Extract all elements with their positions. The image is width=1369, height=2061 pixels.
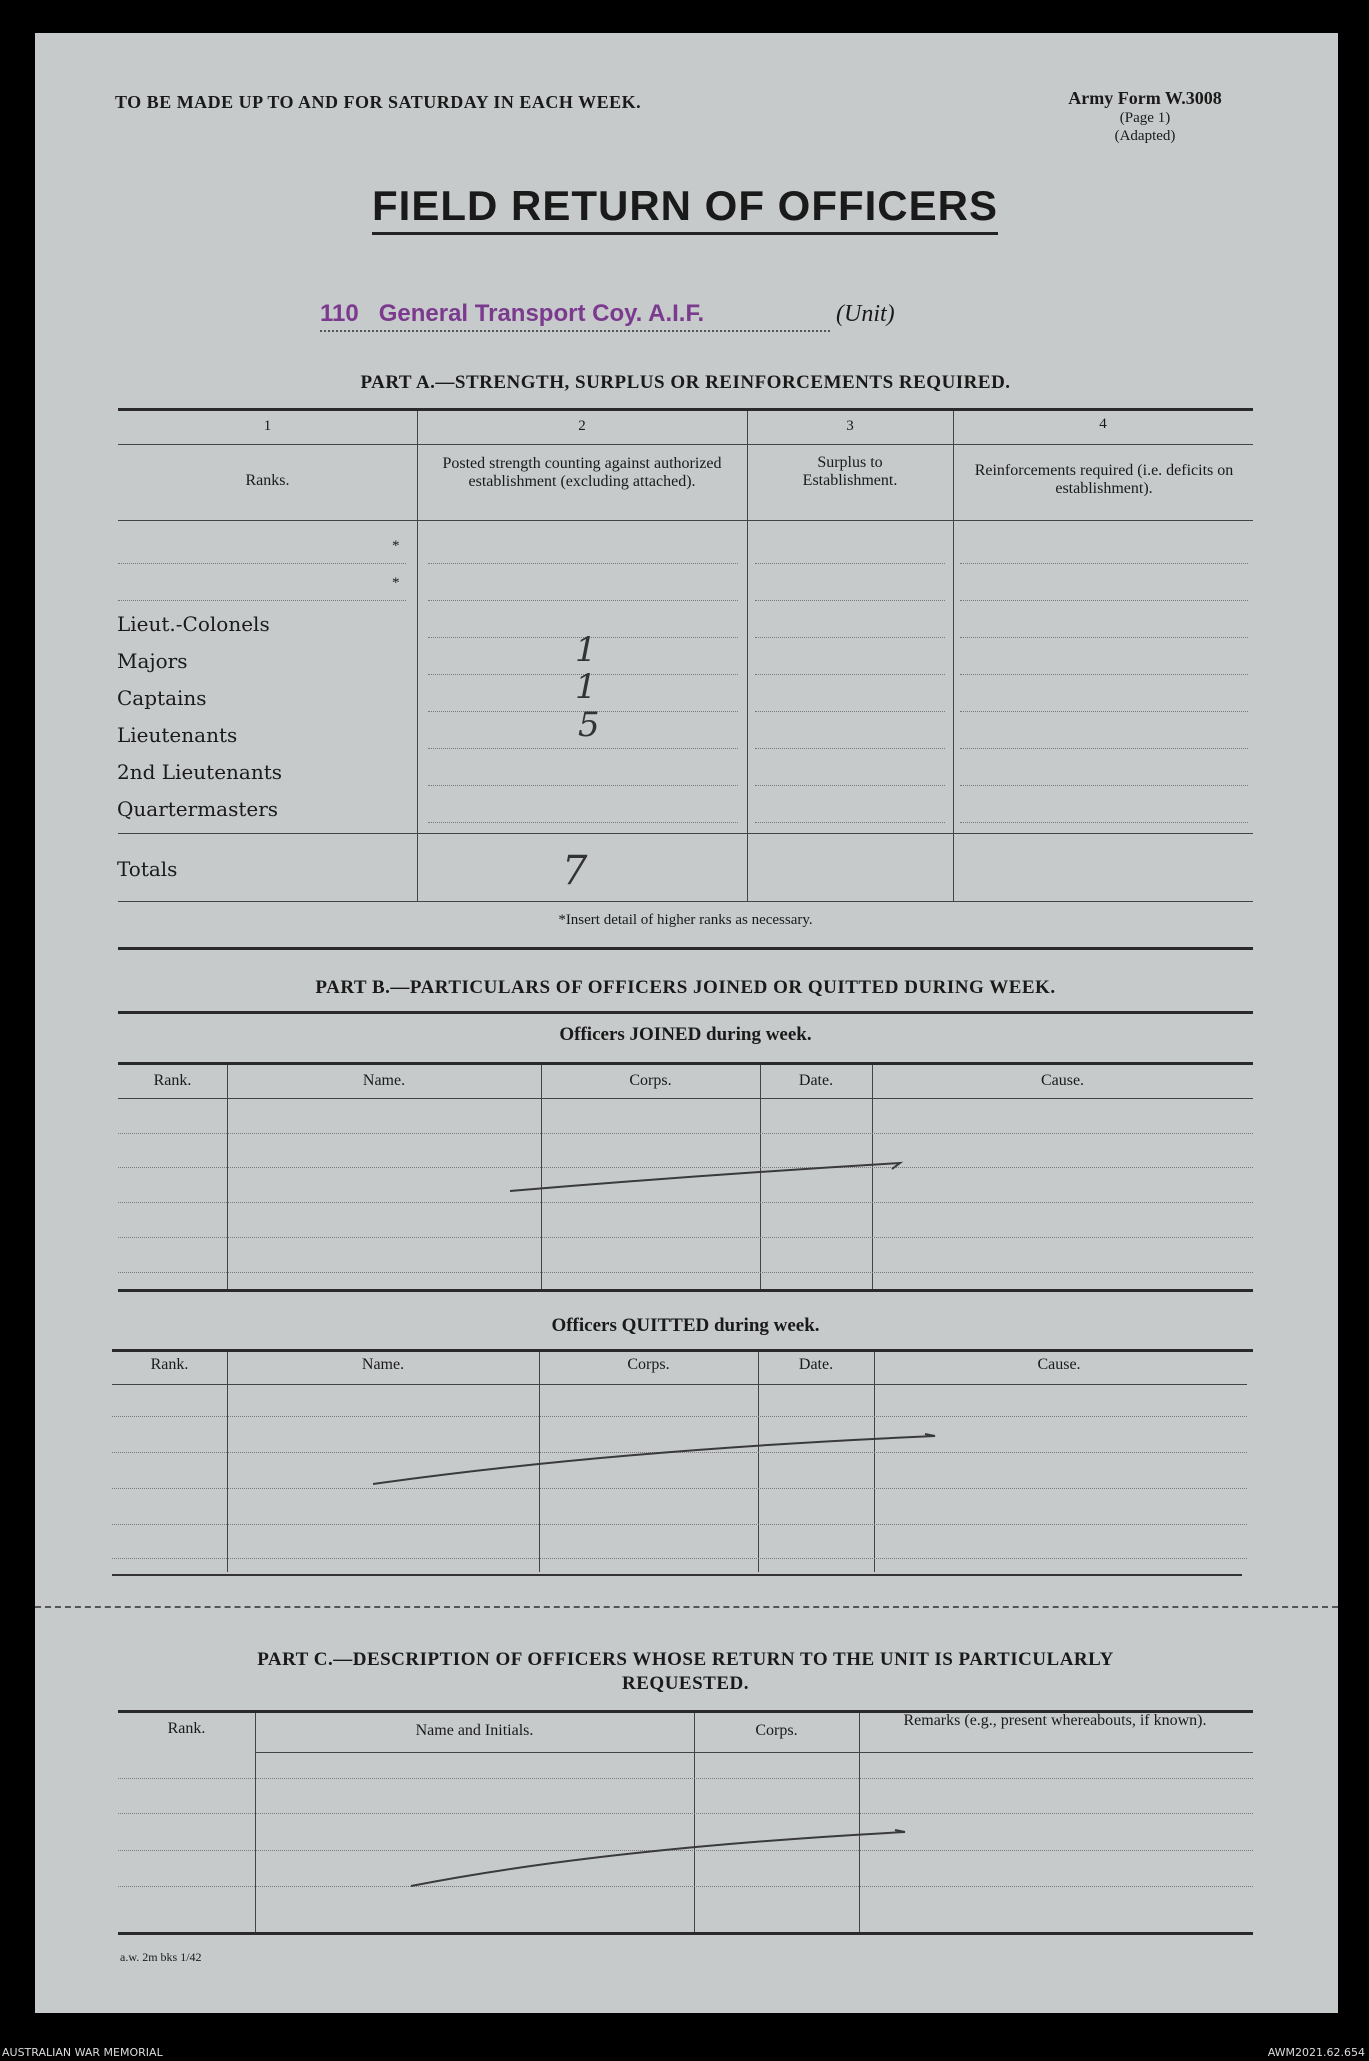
quitted-col-name: Name. <box>361 1356 405 1373</box>
part-c-col-divider <box>255 1713 256 1933</box>
army-form-label: Army Form W.3008 <box>1068 88 1222 108</box>
row-line <box>755 785 945 786</box>
joined-row-line <box>118 1133 1253 1134</box>
part-a-bottom-rule <box>118 947 1253 950</box>
quitted-table-bottom-rule <box>112 1574 1242 1576</box>
part-c-heading <box>118 1648 1253 1696</box>
col-header-surplus: Surplus to Establishment. <box>802 454 898 489</box>
tear-line <box>35 1606 1338 1608</box>
print-code: a.w. 2m bks 1/42 <box>120 1950 202 1964</box>
joined-table-bottom-rule <box>118 1289 1253 1292</box>
col-header-reinforcements: Reinforcements required (i.e. deficits on establishment). <box>974 462 1234 497</box>
joined-col-cause: Cause. <box>1040 1072 1085 1089</box>
row-line <box>755 711 945 712</box>
part-a-col-divider <box>953 411 954 901</box>
quitted-table-top-rule <box>112 1349 1253 1352</box>
totals-value: 7 <box>562 848 588 894</box>
quitted-col-cause: Cause. <box>1037 1356 1081 1373</box>
form-instruction: TO BE MADE UP TO AND FOR SATURDAY IN EACH WEEK. <box>115 92 642 112</box>
part-c-col-rank: Rank. <box>167 1720 206 1737</box>
part-a-col-divider <box>747 411 748 901</box>
unit-stamp: 110 General Transport Coy. A.I.F. <box>320 300 830 332</box>
joined-row-line <box>118 1202 1253 1203</box>
archive-credit: AUSTRALIAN WAR MEMORIAL <box>2 2046 163 2059</box>
part-c-header-rule <box>255 1752 1253 1753</box>
row-line <box>755 748 945 749</box>
part-a-footnote: *Insert detail of higher ranks as necessary. <box>558 912 813 928</box>
joined-row-line <box>118 1237 1253 1238</box>
rank-lieutenants: Lieutenants <box>117 723 238 747</box>
rank-lieut-colonels: Lieut.-Colonels <box>117 612 270 636</box>
quitted-nil-strike <box>365 1420 945 1490</box>
row-line <box>960 600 1248 601</box>
unit-label: (Unit) <box>836 301 895 327</box>
joined-heading: Officers JOINED during week. <box>559 1024 812 1045</box>
col-number-2: 2 <box>578 418 586 434</box>
part-c-col-name: Name and Initials. <box>415 1722 534 1739</box>
row-line <box>428 748 738 749</box>
part-b-heading: PART B.—PARTICULARS OF OFFICERS JOINED OR QUITTED DURING WEEK. <box>315 977 1056 998</box>
joined-col-name: Name. <box>362 1072 406 1089</box>
part-c-row-line <box>118 1813 1253 1814</box>
quitted-col-divider <box>227 1352 228 1572</box>
part-c-row-line <box>118 1778 1253 1779</box>
page-title: FIELD RETURN OF OFFICERS <box>372 182 998 235</box>
joined-col-rank: Rank. <box>153 1072 192 1089</box>
page-label: (Page 1) <box>1119 110 1171 126</box>
quitted-row-line <box>112 1416 1247 1417</box>
part-c-col-remarks: Remarks (e.g., present whereabouts, if known). <box>903 1712 1207 1729</box>
row-line <box>755 674 945 675</box>
row-line <box>428 822 738 823</box>
joined-row-line <box>118 1272 1253 1273</box>
totals-bottom-rule <box>118 901 1253 902</box>
row-line <box>755 822 945 823</box>
row-line <box>755 600 945 601</box>
row-line <box>960 785 1248 786</box>
col-number-rule <box>118 444 1253 445</box>
rank-2nd-lieutenants: 2nd Lieutenants <box>117 760 283 784</box>
row-line <box>960 711 1248 712</box>
row-line <box>755 637 945 638</box>
quitted-row-line <box>112 1558 1247 1559</box>
quitted-col-corps: Corps. <box>627 1356 670 1373</box>
col-number-3: 3 <box>846 418 854 434</box>
totals-top-rule <box>118 833 1253 834</box>
joined-nil-strike <box>500 1155 920 1195</box>
col-number-4: 4 <box>1099 416 1107 432</box>
row-line <box>960 637 1248 638</box>
asterisk-mark: * <box>392 575 400 591</box>
row-line <box>755 563 945 564</box>
row-line <box>960 822 1248 823</box>
archive-id: AWM2021.62.654 <box>1267 2046 1365 2059</box>
posted-captains: 1 <box>575 667 597 707</box>
rank-quartermasters: Quartermasters <box>117 797 279 821</box>
col-number-1: 1 <box>263 418 272 434</box>
row-line <box>960 563 1248 564</box>
quitted-header-rule <box>112 1384 1247 1385</box>
adapted-label: (Adapted) <box>1114 128 1176 144</box>
part-a-heading: PART A.—STRENGTH, SURPLUS OR REINFORCEMENTS REQUIRED. <box>360 372 1011 393</box>
part-c-heading-line2: REQUESTED. <box>622 1673 749 1694</box>
rank-dotted-line <box>118 600 406 601</box>
quitted-col-date: Date. <box>798 1356 834 1373</box>
rank-majors: Majors <box>117 649 188 673</box>
part-c-nil-strike <box>405 1820 915 1890</box>
quitted-heading: Officers QUITTED during week. <box>551 1315 820 1336</box>
col-header-posted: Posted strength counting against authorized establishment (excluding attached). <box>442 455 722 490</box>
joined-header-rule <box>118 1098 1253 1099</box>
part-b-top-rule <box>118 1011 1253 1014</box>
army-form-number <box>1040 88 1250 145</box>
part-c-bottom-rule <box>118 1932 1253 1935</box>
posted-majors: 1 <box>575 630 597 670</box>
part-a-top-rule <box>118 408 1253 411</box>
part-c-heading-line1: PART C.—DESCRIPTION OF OFFICERS WHOSE RETURN TO THE UNIT IS PARTICULARLY <box>257 1649 1114 1670</box>
joined-col-date: Date. <box>798 1072 834 1089</box>
rank-dotted-line <box>118 563 406 564</box>
row-line <box>960 748 1248 749</box>
row-line <box>428 563 738 564</box>
joined-col-corps: Corps. <box>629 1072 672 1089</box>
row-line <box>960 674 1248 675</box>
col-header-rule <box>118 520 1253 521</box>
row-line <box>428 600 738 601</box>
quitted-row-line <box>112 1524 1247 1525</box>
rank-captains: Captains <box>117 686 207 710</box>
totals-label: Totals <box>117 857 178 881</box>
joined-table-top-rule <box>118 1062 1253 1065</box>
asterisk-mark: * <box>392 538 400 554</box>
posted-lieutenants: 5 <box>578 705 600 745</box>
part-c-col-corps: Corps. <box>755 1722 798 1739</box>
quitted-col-rank: Rank. <box>150 1356 189 1373</box>
unit-field <box>320 300 960 332</box>
row-line <box>428 785 738 786</box>
part-a-col-divider <box>417 411 418 901</box>
col-header-ranks: Ranks. <box>245 472 290 489</box>
